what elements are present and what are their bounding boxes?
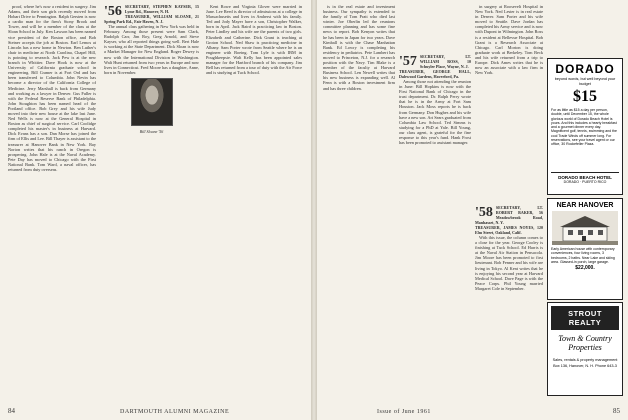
class-56-heading bbox=[104, 4, 199, 24]
right-page-footer: Issue of June 1961 bbox=[377, 409, 431, 415]
right-col3-text: in surgery at Roosevelt Hospital in New York. Ned Lester is in real estate in Denver. Sam Porter and his wife moved to Seattle. Dave Jordan has completed his Army service and is now with Dupont in Wilmington. John Ross is a resident at Bellevue Hospital. Bob Grant is a Research Associate at Chicago. Carl Morton is doing graduate work at Berkeley. Tom Beck and his wife returned from a trip to Europe. Dick Ames writes that he is now an associate with a law firm in New York. bbox=[475, 4, 543, 76]
class-58-heading bbox=[475, 205, 543, 235]
strout-realty-title: STROUT REALTY bbox=[551, 306, 619, 330]
near-hanover-price: $22,000. bbox=[575, 265, 595, 272]
left-col3-text: Kent Rowe and Virginia Glover were married in June. Lee Reed is director of admissions at a college in Massachusetts and lives in Amherst with his family. Ted and Jody Mayer have a son, Christopher Walker, born in April. Jack Baird is practicing law in Boston. Peter Lindley and his wife are the parents of two girls. Elizabeth and Catherine. Dick Grant is teaching at Groton School. Ned Shaw is practicing medicine in Albany. Sam Porter wrote from Seattle where he is an engineer with Boeing. Tom Lyle is with IBM in Poughkeepsie. Walt Kelly has been appointed sales manager for the Hartford branch of his company. Jim Bell has returned from a tour of duty with the Air Force and is studying at Tuck School. bbox=[206, 4, 302, 76]
left-page-number: 84 bbox=[8, 407, 15, 415]
left-col2-text: The annual class gathering in New York was held in February. Among those present were Sam Clark, Rudolph Carr, Jim Roy, Greg Arnold, and Steve Kayser, who all reported things going well. Bert Hale is working at the State Department. Dick Sloan is now a Market Manager for New England. Roger Dewey is now with the International Division in Washington. Walt Hunt returned from two years in Europe and now lives in Connecticut. Fred Moore has a daughter, Anne, born in November. bbox=[104, 24, 199, 75]
dorado-ad-price: $15 bbox=[573, 88, 597, 105]
class-57-number: '57 bbox=[399, 54, 417, 69]
dorado-ad-title: DORADO bbox=[555, 62, 615, 76]
near-hanover-title: NEAR HANOVER bbox=[556, 202, 614, 209]
class-58-number: '58 bbox=[475, 205, 493, 220]
near-hanover-text: Early American house with contemporary conveniences, four living rooms, 3 bedrooms, 2 baths. Near Lake and skiing area. Glassed-in porch, large garage. bbox=[551, 247, 615, 264]
right-column-1 bbox=[323, 4, 395, 397]
dorado-ad-tagline: beyond words, but well beyond your budget bbox=[554, 77, 616, 86]
dorado-ad bbox=[547, 58, 623, 195]
strout-realty-address: Box 136, Hanover, N. H. Phone 643-3 bbox=[553, 364, 617, 368]
left-page bbox=[0, 0, 311, 420]
class-57-heading bbox=[399, 54, 471, 79]
right-column-3-top bbox=[475, 4, 543, 204]
right-col4-text: With this issue, the column comes to a close for the year. George Cooley is finishing at Tuck School. Ed Harris is at the Naval Air Station in Pensacola. Jim Moore has been promoted to first lieutenant. Bob Fenner and his wife are living in Tokyo. Al Kent writes that he is enjoying his second year at Harvard Medical School. Dave Page is with the Peace Corps. Phil Young married Margaret Cole in September. bbox=[475, 235, 543, 291]
photo-caption: Bill Sloane '56 bbox=[139, 128, 164, 134]
strout-realty-ad bbox=[547, 302, 623, 396]
class-56-secretary: SECRETARY, STEPHEN KAYSER, 15 Lyme Rd., Hanover, N. H. bbox=[124, 4, 199, 14]
right-page-number: 85 bbox=[613, 407, 620, 415]
class-56-number: '56 bbox=[104, 4, 122, 19]
right-page bbox=[317, 0, 628, 420]
class-58-secretary: SECRETARY, LT. ROBERT BAKER, 56 Meadowbrook Road, Manhasset, N. Y. bbox=[475, 205, 543, 225]
class-57-treasurer: TREASURER, GEORGE HALL, Dalewood Gardens, Haverford, Pa. bbox=[399, 69, 471, 79]
dorado-ad-text: For as little as $15 a day per person, double, until December 15, the whole glorious world of Dorado Beach Hotel is yours. And this includes a hearty breakfast and a gourmet dinner every day. Magnificent golf, tennis, swimming and the cool Trade Winds off summer long. For reservations, see your travel agent or our office, 30 Rockefeller Plaza. bbox=[551, 108, 617, 147]
right-col1-text: is in the real estate and investment business. Our sympathy is extended to the family of Tom Pratt who died last winter. Joe Oberlin led the reunions committee planning and has some fine news to report. Bob Kenyon writes that he has been in Japan for two years. Dave Kimball is with the Chase Manhattan Bank. Ed Lowry is completing his residency in pediatrics. Pete Lambert has moved to Princeton, N.J. for a research position with the Navy. Tim Blake is a member of the faculty at Harvard Business School. Len Newell writes that his new business is expanding well. Al Fenn is with a Boston investment firm and has three children. bbox=[323, 4, 395, 91]
house-illustration bbox=[552, 211, 618, 245]
dorado-ad-logo: DORADO BEACH HOTEL bbox=[558, 175, 612, 180]
left-col1-text: proof, where he's now a resident in surgery. Jim Adams, and their son girls recently moved from Hobart Drive to Pennington. Ralph Gersten is now a cardio man for the firm's Stony Brook and Tower, and will be a member of the class at the Sloan School in July. Ken Lawson has been named vice president of the Boston office, and Bob Steiner accepts the job at Boston. Earl Lemos at Lincoln has a new home in Newton. Ben Luther's chair in medicine at North Carolina, Chapel Hill, is pointing to research. Jack Pew is at the new branch in Whittier. Dave Hook is now at the University of California graduate school in engineering. Bill Cramer is at Fort Ord and has been transferred to Columbia. John Nevin has become a director of the California College of Medicine. Jerry Marshall is back from Germany and working as a lawyer in Denver. Gus Fuller is with the Federal Reserve Bank of Philadelphia. John Stoughton has been named head of the Portland office. Bob Grey and his wife Judy moved into their new house at the lake last June. Ned Wells is now at the General Hospital in Boston as chief of surgical service. Carl Coolidge completed his master's in business at Harvard. Dick Evans has a son. Dan Morse has joined the firm of Ellis and Lee. Bill Thayer is assistant to the treasurer at Hanover Bank in New York. Ray Norton writes that his ranch in Oregon is prospering. John Hale is at the Naval Academy. Pete Day has moved to Chicago with the First National Bank. Tom Ward, a naval officer, has returned from duty overseas. bbox=[8, 4, 96, 172]
left-column-1 bbox=[8, 4, 96, 397]
near-hanover-ad bbox=[547, 198, 623, 300]
strout-realty-sub2: Properties bbox=[568, 343, 602, 352]
left-column-3 bbox=[206, 4, 302, 397]
left-column-2 bbox=[104, 4, 199, 397]
class-56-treasurer: TREASURER, WILLIAM SLOANE, 21 Spring Park Rd., Fair Haven, N. J. bbox=[104, 14, 199, 24]
strout-realty-sub1: Town & Country bbox=[558, 334, 612, 343]
dorado-ad-location: DORADO · PUERTO RICO bbox=[563, 180, 607, 184]
right-col2-text: Among those not attending the reunion in June: Bill Hopkins is now with the First National Bank of Chicago in the trust department. Dr. Ralph Perry wrote that he is in the Army at Fort Sam Houston. Jack Moss reports he is back from Germany. Don Hughes and his wife have a new son. Art Sears graduated from Columbia Law School. Ted Simms is studying for a PhD at Yale. Bill Young, our class agent, is grateful for the fine response to this year's fund. Hank Frost has been promoted to assistant manager. bbox=[399, 79, 471, 146]
left-page-footer: DARTMOUTH ALUMNI MAGAZINE bbox=[120, 409, 230, 415]
portrait-photo bbox=[131, 78, 173, 126]
strout-realty-tagline: Sales, rentals & property management bbox=[552, 358, 618, 362]
class-57-secretary: SECRETARY, LT. WILLIAM ROSS, 10 Schuyler Place, Wayne, N. J. bbox=[419, 54, 471, 69]
right-column-2 bbox=[399, 4, 471, 397]
right-column-3-bottom bbox=[475, 205, 543, 395]
class-58-treasurer: TREASURER, JAMES NOYES, 120 Elm Street, Oakland, Calif. bbox=[475, 225, 543, 235]
